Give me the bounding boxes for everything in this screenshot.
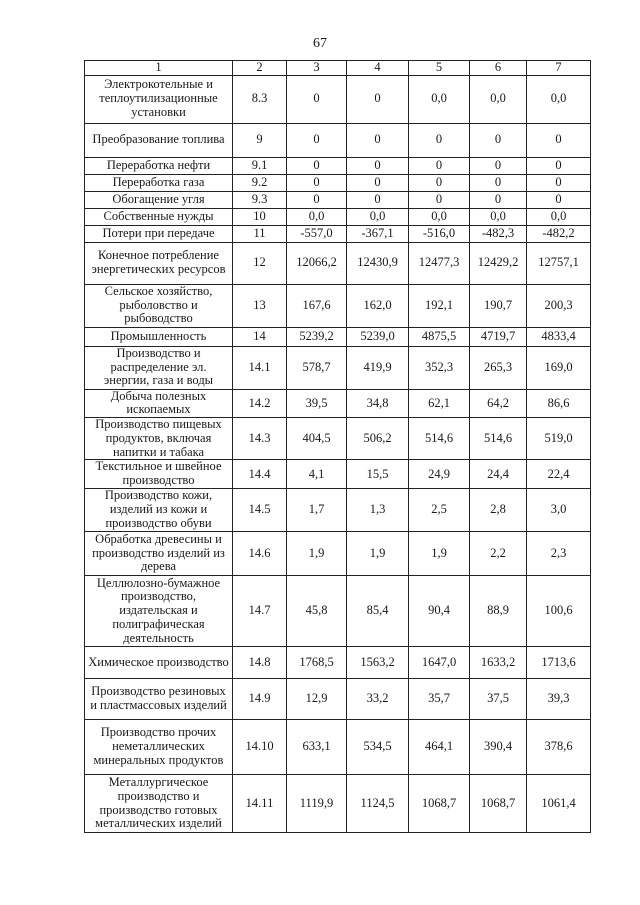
value-cell: 192,1 (409, 284, 470, 327)
value-cell: 34,8 (347, 389, 409, 418)
value-cell: 633,1 (287, 720, 347, 775)
value-cell: 0 (470, 191, 527, 208)
value-cell: 0,0 (287, 208, 347, 225)
row-name-cell: Текстильное и швейное производство (85, 460, 233, 489)
value-cell: 24,9 (409, 460, 470, 489)
value-cell: 162,0 (347, 284, 409, 327)
table-row (85, 346, 591, 389)
row-name-cell: Производство резиновых и пластмассовых изделий (85, 679, 233, 720)
value-cell: 24,4 (470, 460, 527, 489)
value-cell: 1,9 (409, 532, 470, 576)
value-cell: 0 (409, 174, 470, 191)
value-cell: 90,4 (409, 576, 470, 647)
table-row (85, 157, 591, 174)
value-cell: 0 (470, 123, 527, 157)
value-cell: -482,3 (470, 225, 527, 242)
table-row (85, 225, 591, 242)
value-cell: 12,9 (287, 679, 347, 720)
value-cell: 0 (347, 123, 409, 157)
row-code-cell: 14.6 (233, 532, 287, 576)
value-cell: 45,8 (287, 576, 347, 647)
row-name-cell: Потери при передаче (85, 225, 233, 242)
table-row (85, 174, 591, 191)
row-name-cell: Конечное потребление энергетических ресурсов (85, 242, 233, 284)
row-code-cell: 11 (233, 225, 287, 242)
row-name-cell: Переработка нефти (85, 157, 233, 174)
value-cell: 0,0 (527, 208, 591, 225)
table-row (85, 647, 591, 679)
value-cell: 0 (409, 123, 470, 157)
table-row (85, 123, 591, 157)
row-code-cell: 9.1 (233, 157, 287, 174)
value-cell: 2,8 (470, 489, 527, 532)
value-cell: 1068,7 (470, 775, 527, 833)
value-cell: 1633,2 (470, 647, 527, 679)
value-cell: 4875,5 (409, 327, 470, 346)
value-cell: 514,6 (409, 418, 470, 460)
value-cell: 419,9 (347, 346, 409, 389)
value-cell: 519,0 (527, 418, 591, 460)
row-code-cell: 14.7 (233, 576, 287, 647)
header-cell: 4 (347, 61, 409, 76)
row-name-cell: Химическое производство (85, 647, 233, 679)
value-cell: 352,3 (409, 346, 470, 389)
table-row (85, 284, 591, 327)
value-cell: 0,0 (470, 208, 527, 225)
value-cell: 1061,4 (527, 775, 591, 833)
value-cell: 12066,2 (287, 242, 347, 284)
value-cell: 1,9 (287, 532, 347, 576)
value-cell: 169,0 (527, 346, 591, 389)
table-row (85, 208, 591, 225)
value-cell: 1,7 (287, 489, 347, 532)
table-row (85, 418, 591, 460)
table-row (85, 532, 591, 576)
table-row (85, 460, 591, 489)
row-code-cell: 10 (233, 208, 287, 225)
value-cell: 0 (470, 157, 527, 174)
value-cell: 1124,5 (347, 775, 409, 833)
value-cell: 378,6 (527, 720, 591, 775)
value-cell: 22,4 (527, 460, 591, 489)
value-cell: 404,5 (287, 418, 347, 460)
value-cell: 390,4 (470, 720, 527, 775)
value-cell: 12430,9 (347, 242, 409, 284)
value-cell: 100,6 (527, 576, 591, 647)
value-cell: 12429,2 (470, 242, 527, 284)
row-name-cell: Производство кожи, изделий из кожи и производство обуви (85, 489, 233, 532)
row-name-cell: Электрокотельные и теплоутилизационные установки (85, 75, 233, 123)
value-cell: -367,1 (347, 225, 409, 242)
value-cell: 1563,2 (347, 647, 409, 679)
value-cell: 2,3 (527, 532, 591, 576)
value-cell: 1068,7 (409, 775, 470, 833)
row-name-cell: Преобразование топлива (85, 123, 233, 157)
value-cell: 167,6 (287, 284, 347, 327)
row-name-cell: Обработка древесины и производство изделий из дерева (85, 532, 233, 576)
value-cell: 4719,7 (470, 327, 527, 346)
row-name-cell: Производство и распределение эл. энергии, газа и воды (85, 346, 233, 389)
row-code-cell: 14.9 (233, 679, 287, 720)
value-cell: 1647,0 (409, 647, 470, 679)
value-cell: 0,0 (527, 75, 591, 123)
row-code-cell: 14.1 (233, 346, 287, 389)
header-cell: 6 (470, 61, 527, 76)
value-cell: 85,4 (347, 576, 409, 647)
value-cell: 0 (527, 123, 591, 157)
value-cell: 0 (347, 174, 409, 191)
table-row (85, 720, 591, 775)
value-cell: 12477,3 (409, 242, 470, 284)
value-cell: 3,0 (527, 489, 591, 532)
value-cell: 35,7 (409, 679, 470, 720)
row-code-cell: 14.4 (233, 460, 287, 489)
value-cell: 0 (347, 157, 409, 174)
value-cell: 64,2 (470, 389, 527, 418)
value-cell: -557,0 (287, 225, 347, 242)
value-cell: 5239,0 (347, 327, 409, 346)
value-cell: 1,9 (347, 532, 409, 576)
value-cell: 15,5 (347, 460, 409, 489)
row-code-cell: 8.3 (233, 75, 287, 123)
table-row (85, 389, 591, 418)
table-row (85, 489, 591, 532)
table-row (85, 191, 591, 208)
value-cell: 1713,6 (527, 647, 591, 679)
value-cell: 12757,1 (527, 242, 591, 284)
value-cell: 39,3 (527, 679, 591, 720)
value-cell: 4,1 (287, 460, 347, 489)
value-cell: 0 (527, 157, 591, 174)
header-cell: 2 (233, 61, 287, 76)
value-cell: 200,3 (527, 284, 591, 327)
value-cell: 464,1 (409, 720, 470, 775)
value-cell: 0 (409, 191, 470, 208)
value-cell: 5239,2 (287, 327, 347, 346)
value-cell: 514,6 (470, 418, 527, 460)
header-cell: 7 (527, 61, 591, 76)
value-cell: 265,3 (470, 346, 527, 389)
value-cell: 0 (470, 174, 527, 191)
row-name-cell: Промышленность (85, 327, 233, 346)
row-name-cell: Переработка газа (85, 174, 233, 191)
row-code-cell: 14.8 (233, 647, 287, 679)
value-cell: 4833,4 (527, 327, 591, 346)
row-code-cell: 14.5 (233, 489, 287, 532)
row-code-cell: 13 (233, 284, 287, 327)
value-cell: 33,2 (347, 679, 409, 720)
header-cell: 1 (85, 61, 233, 76)
value-cell: 62,1 (409, 389, 470, 418)
row-code-cell: 9 (233, 123, 287, 157)
row-code-cell: 14.11 (233, 775, 287, 833)
row-code-cell: 14.10 (233, 720, 287, 775)
row-code-cell: 14 (233, 327, 287, 346)
value-cell: 0 (527, 191, 591, 208)
row-name-cell: Производство пищевых продуктов, включая напитки и табака (85, 418, 233, 460)
value-cell: 0 (287, 123, 347, 157)
value-cell: 0,0 (347, 208, 409, 225)
value-cell: 0 (287, 75, 347, 123)
value-cell: 1119,9 (287, 775, 347, 833)
value-cell: 0,0 (409, 75, 470, 123)
table-row (85, 679, 591, 720)
header-cell: 3 (287, 61, 347, 76)
row-code-cell: 9.2 (233, 174, 287, 191)
page-number: 67 (313, 36, 327, 51)
table-row (85, 327, 591, 346)
row-name-cell: Целлюлозно-бумажное производство, издательская и полиграфическая деятельность (85, 576, 233, 647)
value-cell: 0 (347, 75, 409, 123)
row-code-cell: 12 (233, 242, 287, 284)
value-cell: 0 (287, 157, 347, 174)
header-row (85, 61, 591, 76)
row-code-cell: 9.3 (233, 191, 287, 208)
value-cell: 2,2 (470, 532, 527, 576)
value-cell: 0 (287, 174, 347, 191)
value-cell: 2,5 (409, 489, 470, 532)
value-cell: 88,9 (470, 576, 527, 647)
value-cell: 0,0 (409, 208, 470, 225)
value-cell: -482,2 (527, 225, 591, 242)
row-name-cell: Металлургическое производство и производство готовых металлических изделий (85, 775, 233, 833)
value-cell: 190,7 (470, 284, 527, 327)
table-row (85, 576, 591, 647)
table-row (85, 775, 591, 833)
value-cell: 0 (287, 191, 347, 208)
row-name-cell: Производство прочих неметаллических минеральных продуктов (85, 720, 233, 775)
value-cell: 86,6 (527, 389, 591, 418)
value-cell: 1,3 (347, 489, 409, 532)
table-row (85, 75, 591, 123)
row-code-cell: 14.2 (233, 389, 287, 418)
value-cell: 37,5 (470, 679, 527, 720)
row-name-cell: Собственные нужды (85, 208, 233, 225)
table-body (85, 61, 591, 833)
row-name-cell: Добыча полезных ископаемых (85, 389, 233, 418)
value-cell: 578,7 (287, 346, 347, 389)
row-code-cell: 14.3 (233, 418, 287, 460)
value-cell: 0 (347, 191, 409, 208)
value-cell: 0 (409, 157, 470, 174)
header-cell: 5 (409, 61, 470, 76)
value-cell: 0 (527, 174, 591, 191)
value-cell: -516,0 (409, 225, 470, 242)
value-cell: 534,5 (347, 720, 409, 775)
energy-balance-table (84, 60, 591, 833)
value-cell: 39,5 (287, 389, 347, 418)
value-cell: 506,2 (347, 418, 409, 460)
value-cell: 0,0 (470, 75, 527, 123)
row-name-cell: Обогащение угля (85, 191, 233, 208)
table-row (85, 242, 591, 284)
row-name-cell: Сельское хозяйство, рыболовство и рыбоводство (85, 284, 233, 327)
value-cell: 1768,5 (287, 647, 347, 679)
